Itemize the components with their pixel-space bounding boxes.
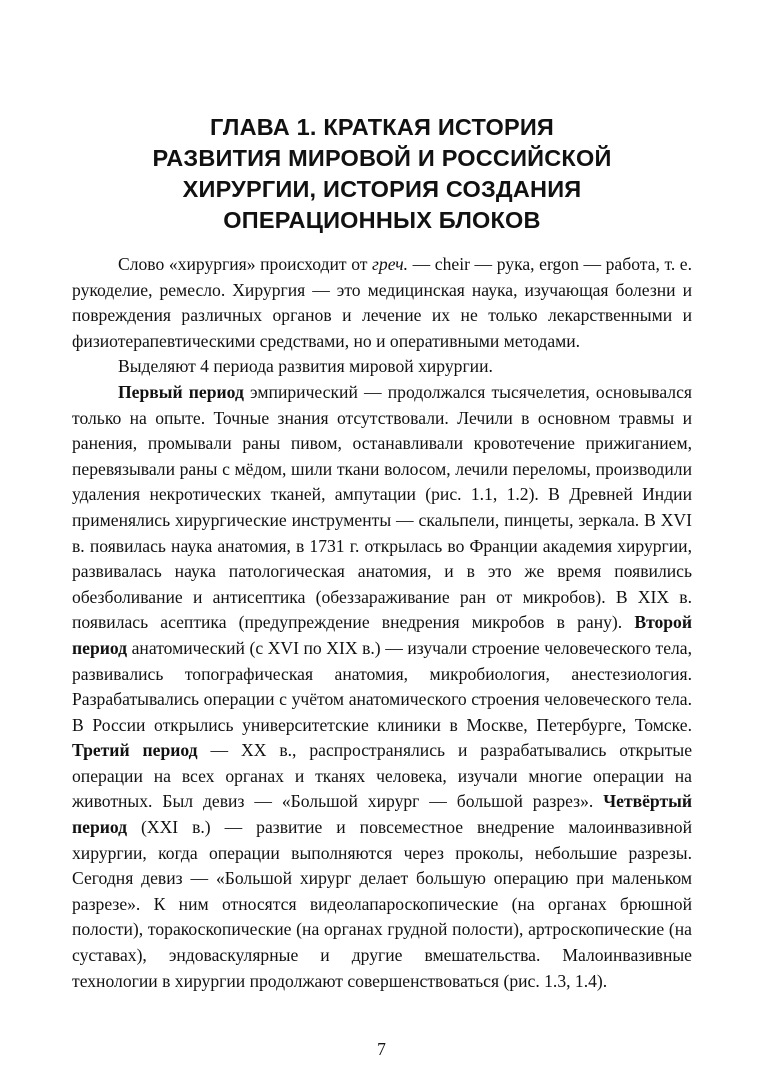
- paragraph-text: — XX в., распространялись и разрабатывались открытые операции на всех органах и тканях человека, изучали многие операции на животных. Был девиз — «Большой хирург — большой разрез».: [72, 740, 693, 812]
- paragraph-text: анатомический (с XVI по XIX в.) — изучали строение человеческого тела, развивались топографическая анатомия, микробиология, анестезиология. Разрабатывались операции с учётом анатомического строения человеческого тела. В России открылись университетские клиники в Москве, Петербурге, Томске.: [72, 637, 692, 735]
- paragraph-etymology: [72, 252, 692, 354]
- paragraph-text: Выделяют 4 периода развития мировой хирургии.: [118, 356, 493, 377]
- chapter-title-line: ОПЕРАЦИОННЫХ БЛОКОВ: [223, 207, 541, 233]
- abbreviation-greek: греч.: [372, 254, 409, 274]
- term-fourth-period: Четвёртый период: [72, 791, 692, 838]
- chapter-title-line: РАЗВИТИЯ МИРОВОЙ И РОССИЙСКОЙ: [152, 145, 612, 171]
- paragraph-text: — cheir — рука, ergon — работа, т. е. рукоделие, ремесло. Хирургия — это медицинская наука, изучающая болезни и повреждения различных органов и лечение их не только лекарственными и физиотерапевтическими средствами, но и оперативными методами.: [72, 254, 692, 351]
- paragraph-periods: [72, 380, 692, 994]
- chapter-title-line: ГЛАВА 1. КРАТКАЯ ИСТОРИЯ: [209, 114, 555, 140]
- chapter-title: [72, 112, 692, 236]
- term-second-period: Второй период: [72, 612, 692, 658]
- paragraph-periods-intro: [72, 354, 692, 380]
- body-text: [72, 252, 692, 994]
- term-first-period: Первый период: [118, 381, 244, 402]
- chapter-title-line: ХИРУРГИИ, ИСТОРИЯ СОЗДАНИЯ: [182, 176, 582, 202]
- page-number: 7: [377, 1039, 386, 1059]
- paragraph-text: Слово «хирургия» происходит от: [118, 254, 373, 274]
- paragraph-text: (XXI в.) — развитие и повсеместное внедрение малоинвазивной хирургии, когда операции выполняются через проколы, небольшие разрезы. Сегодня девиз — «Большой хирург делает большую операцию при маленьком разрезе». К ним относятся видеолапароскопические (на органах брюшной полости), торакоскопические (на органах грудной полости), артроскопические (на суставах), эндоваскулярные и другие вмешательства. Малоинвазивные технологии в хирургии продолжают совершенствоваться (рис. 1.3, 1.4).: [72, 817, 692, 991]
- term-third-period: Третий период: [72, 740, 198, 761]
- page-content: [72, 112, 692, 994]
- paragraph-text: эмпирический — продолжался тысячелетия, основывался только на опыте. Точные знания отсутствовали. Лечили в основном травмы и ранения, промывали раны пивом, останавливали кровотечение прижиганием, перевязывали раны с мёдом, шили ткани волосом, лечили переломы, производили удаления некротических тканей, ампутации (рис. 1.1, 1.2). В Древней Индии применялись хирургические инструменты — скальпели, пинцеты, зеркала. В XVI в. появилась наука анатомия, в 1731 г. открылась во Франции академия хирургии, развивалась наука патологическая анатомия, и в это же время появились обезболивание и антисептика (обеззараживание ран от микробов). В XIX в. появилась асептика (предупреждение внедрения микробов в рану).: [72, 381, 692, 633]
